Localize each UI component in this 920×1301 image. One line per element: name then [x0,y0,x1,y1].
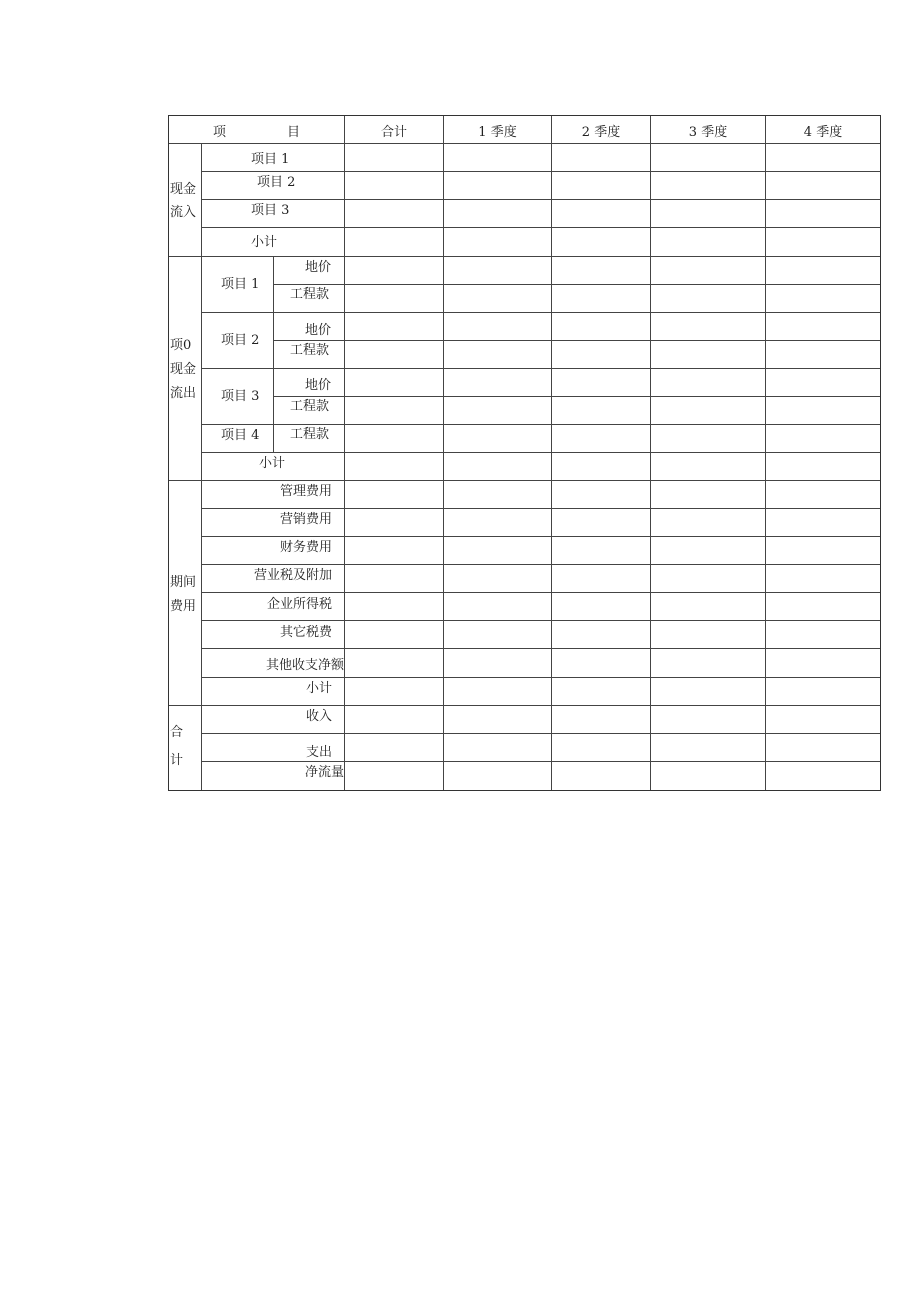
grid-line [201,677,880,678]
grid-line [273,256,274,452]
grid-line [201,620,880,621]
header-item-label: 目 [287,125,301,140]
header-q1: 1 季度 [478,125,517,140]
outflow-construction: 工程款 [290,427,330,442]
inflow-item: 项目 3 [251,203,290,218]
grid-line [201,536,880,537]
grid-line [201,452,880,453]
outflow-land: 地价 [305,260,332,275]
header-total: 合计 [380,125,407,140]
period-item: 营销费用 [279,512,332,527]
grid-line [169,256,880,257]
period-item: 其他收支净额 [265,658,344,673]
grid-line [169,705,880,706]
grid-line [273,284,880,285]
grid-line [273,340,880,341]
outflow-group-label: 项0 [170,338,192,353]
period-group-label: 期间 [170,575,197,590]
inflow-item: 项目 1 [251,152,290,167]
inflow-group-label: 流入 [170,205,197,220]
grid-line [201,592,880,593]
grid-line [201,648,880,649]
period-item: 其它税费 [279,625,332,640]
outflow-group-label: 流出 [170,386,197,401]
grid-line [443,116,444,790]
outflow-project: 项目 4 [221,428,260,443]
inflow-item: 项目 2 [257,175,296,190]
summary-expense: 支出 [305,745,332,760]
summary-net: 净流量 [304,765,344,780]
grid-line [201,227,880,228]
grid-line [201,368,880,369]
cash-flow-table [168,115,881,791]
grid-line [169,480,880,481]
period-item: 管理费用 [279,484,332,499]
grid-line [551,116,552,790]
inflow-subtotal: 小计 [251,235,278,250]
grid-line [169,143,880,144]
grid-line [201,171,880,172]
grid-line [201,761,880,762]
period-item: 财务费用 [279,540,332,555]
grid-line [201,312,880,313]
outflow-land: 地价 [305,378,332,393]
grid-line [201,508,880,509]
period-group-label: 费用 [170,599,197,614]
grid-line [201,424,880,425]
outflow-subtotal: 小计 [259,456,286,471]
period-item: 企业所得税 [266,597,332,612]
summary-group-label: 计 [170,753,184,768]
outflow-project: 项目 1 [221,277,260,292]
outflow-group-label: 现金 [170,362,197,377]
summary-group-label: 合 [170,725,184,740]
header-q4: 4 季度 [803,125,843,140]
outflow-construction: 工程款 [290,287,330,302]
header-item-label: 项 [213,125,227,140]
outflow-construction: 工程款 [290,399,330,414]
inflow-group-label: 现金 [170,182,197,197]
grid-line [344,116,345,790]
grid-line [650,116,651,790]
summary-income: 收入 [305,709,332,724]
outflow-land: 地价 [305,323,332,338]
header-q2: 2 季度 [581,125,621,140]
outflow-project: 项目 3 [221,389,260,404]
grid-line [201,143,202,790]
period-item: 营业税及附加 [253,568,332,583]
period-subtotal: 小计 [305,681,332,696]
header-q3: 3 季度 [688,125,728,140]
grid-line [765,116,766,790]
grid-line [201,199,880,200]
grid-line [201,733,880,734]
grid-line [273,396,880,397]
outflow-project: 项目 2 [221,333,260,348]
outflow-construction: 工程款 [290,343,330,358]
grid-line [201,564,880,565]
